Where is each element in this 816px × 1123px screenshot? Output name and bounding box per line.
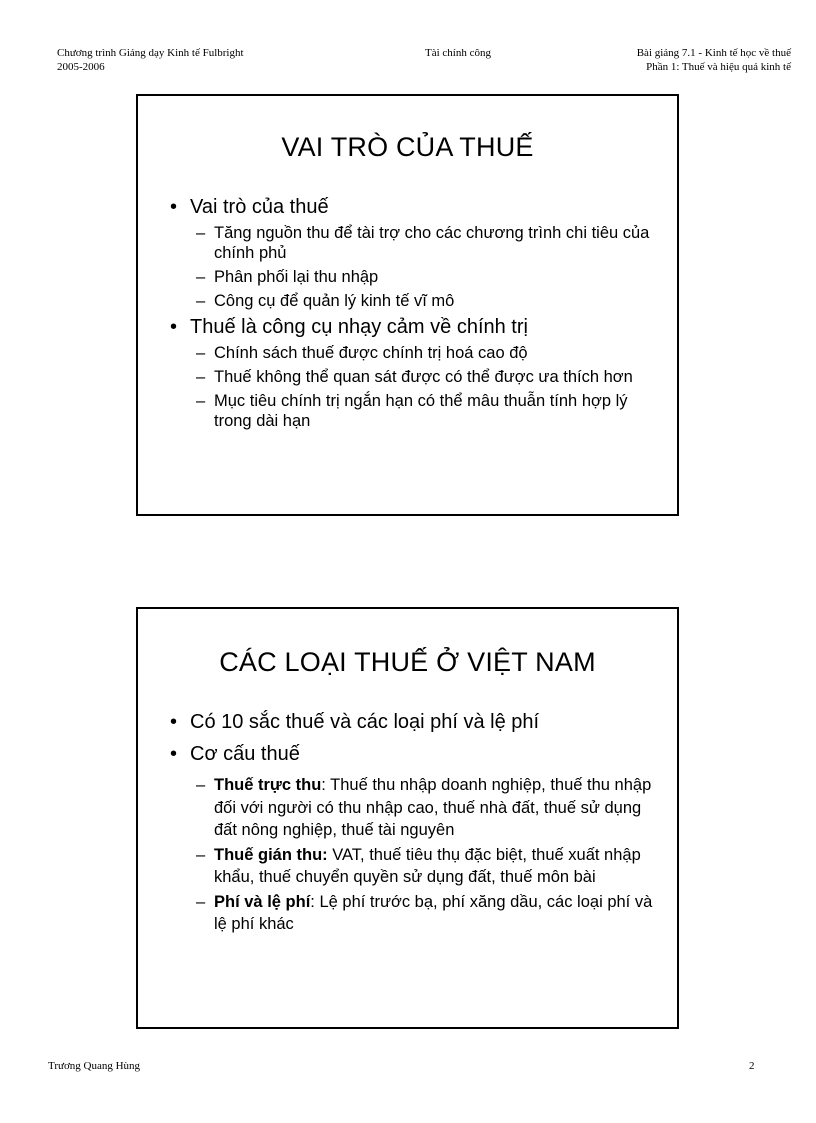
footer-author: Trương Quang Hùng	[48, 1060, 141, 1072]
bullet: • Thuế là công cụ nhạy cảm về chính trị	[170, 316, 528, 338]
sub-bullet: – Phí và lệ phí: Lệ phí trước bạ, phí xăng dầu, các loại phí và lệ phí khác	[196, 892, 653, 933]
program-name: Chương trình Giảng dạy Kinh tế Fulbright	[57, 47, 244, 59]
header-left	[57, 46, 244, 74]
sub-bullet: – Thuế không thể quan sát được có thể được ưa thích hơn	[196, 368, 633, 386]
bullet: • Cơ cấu thuế	[170, 743, 300, 765]
header-right	[637, 46, 791, 74]
lecture-part: Phần 1: Thuế và hiệu quả kinh tế	[646, 61, 791, 73]
lecture-title: Bài giảng 7.1 - Kinh tế học về thuế	[636, 47, 791, 59]
slide-body	[168, 710, 657, 938]
slide-title: CÁC LOẠI THUẾ Ở VIỆT NAM	[219, 647, 596, 677]
bullet: • Vai trò của thuế	[170, 196, 329, 218]
sub-bullet: – Thuế gián thu: VAT, thuế tiêu thụ đặc biệt, thuế xuất nhập khẩu, thuế chuyển quyền sử dụng đất, thuế môn bài	[196, 845, 641, 886]
sub-bullet: – Phân phối lại thu nhập	[196, 268, 379, 286]
sub-bullet: – Công cụ để quản lý kinh tế vĩ mô	[196, 292, 455, 310]
slide-2	[136, 607, 679, 1029]
sub-bullet: – Thuế trực thu: Thuế thu nhập doanh nghiệp, thuế thu nhập đối với người có thu nhập cao, thuế nhà đất, thuế sử dụng đất nông nghiệp, thuế tài nguyên	[196, 776, 652, 839]
slide-body	[168, 195, 657, 435]
sub-bullet: – Chính sách thuế được chính trị hoá cao độ	[196, 344, 528, 362]
slide-1	[136, 94, 679, 516]
sub-bullet: – Tăng nguồn thu để tài trợ cho các chương trình chi tiêu của chính phủ	[196, 224, 650, 262]
academic-year: 2005-2006	[57, 61, 105, 73]
course-name: Tài chính công	[425, 47, 491, 59]
slide-title: VAI TRÒ CỦA THUẾ	[281, 132, 534, 162]
bullet: • Có 10 sắc thuế và các loại phí và lệ phí	[170, 711, 540, 733]
page-number: 2	[749, 1060, 755, 1072]
sub-bullet: – Mục tiêu chính trị ngắn hạn có thể mâu thuẫn tính hợp lý trong dài hạn	[196, 392, 628, 430]
